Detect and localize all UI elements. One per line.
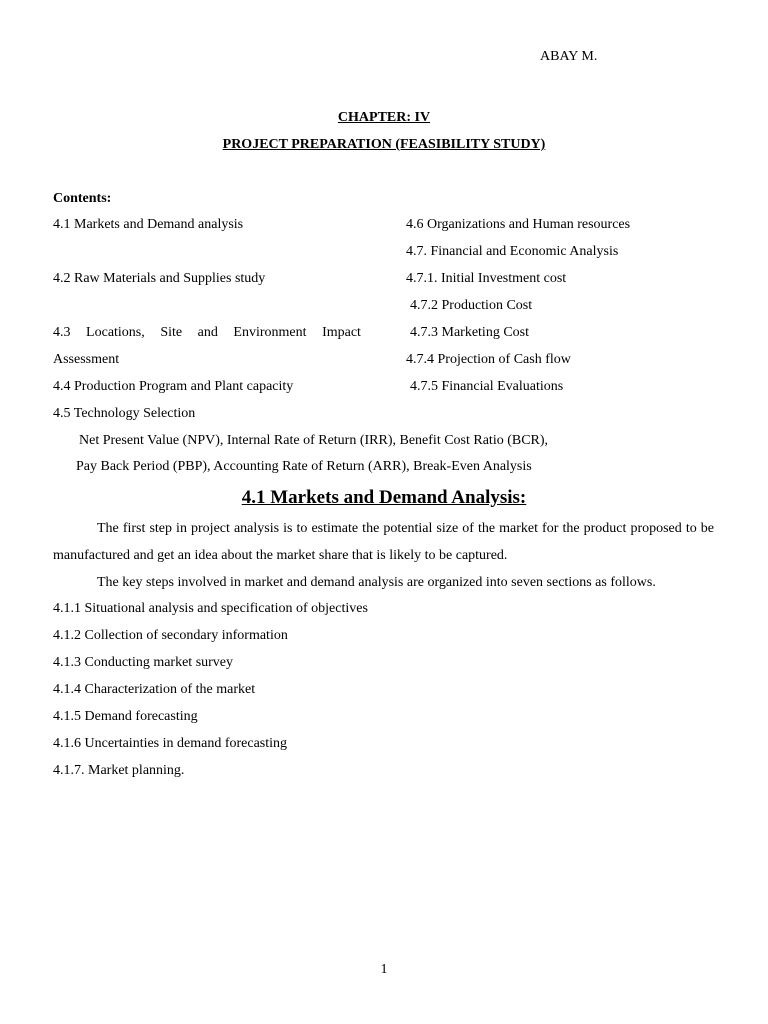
evaluation-methods-line-2: Pay Back Period (PBP), Accounting Rate of Return (ARR), Break-Even Analysis [76,459,532,474]
list-item: 4.1.6 Uncertainties in demand forecasting [53,736,288,751]
toc-item-4-3-word: Environment [233,325,307,340]
page-number: 1 [380,962,388,977]
intro-paragraph: The first step in project analysis is to estimate the potential size of the market for the product proposed to be manufactured and get an idea about the market share that is likely to be captured. [53,521,714,563]
steps-intro-paragraph: The key steps involved in market and demand analysis are organized into seven sections as follows. [97,575,656,590]
toc-item-4-6: 4.6 Organizations and Human resources [406,217,631,232]
chapter-subtitle: PROJECT PREPARATION (FEASIBILITY STUDY) [222,137,546,152]
list-item: 4.1.4 Characterization of the market [53,682,256,697]
toc-item-4-2: 4.2 Raw Materials and Supplies study [53,271,266,286]
toc-item-4-3-word: Site [160,325,183,340]
evaluation-methods-line-1: Net Present Value (NPV), Internal Rate of Return (IRR), Benefit Cost Ratio (BCR), [79,433,549,448]
list-item: 4.1.7. Market planning. [53,763,185,778]
toc-item-4-7-2: 4.7.2 Production Cost [410,298,533,313]
toc-item-4-1: 4.1 Markets and Demand analysis [53,217,244,232]
section-title: 4.1 Markets and Demand Analysis: [241,487,527,508]
list-item: 4.1.2 Collection of secondary information [53,628,288,643]
contents-heading: Contents: [53,191,112,206]
toc-item-4-3 [53,324,361,342]
list-item: 4.1.1 Situational analysis and specification of objectives [53,601,368,616]
toc-item-4-7: 4.7. Financial and Economic Analysis [406,244,619,259]
toc-item-4-7-1: 4.7.1. Initial Investment cost [406,271,567,286]
toc-item-4-3-word: Locations, [86,325,145,340]
list-item: 4.1.3 Conducting market survey [53,655,234,670]
toc-item-4-7-4: 4.7.4 Projection of Cash flow [406,352,571,367]
toc-item-4-7-5: 4.7.5 Financial Evaluations [410,379,564,394]
list-item: 4.1.5 Demand forecasting [53,709,198,724]
chapter-title: CHAPTER: IV [337,110,431,125]
toc-item-4-3-word: Impact [322,325,361,340]
toc-item-4-3-continued: Assessment [53,352,120,367]
toc-item-4-3-word: 4.3 [53,325,71,340]
toc-item-4-5: 4.5 Technology Selection [53,406,196,421]
toc-item-4-3-word: and [197,325,218,340]
toc-item-4-7-3: 4.7.3 Marketing Cost [410,325,529,340]
toc-item-4-4: 4.4 Production Program and Plant capacity [53,379,294,394]
author-header: ABAY M. [540,49,598,64]
